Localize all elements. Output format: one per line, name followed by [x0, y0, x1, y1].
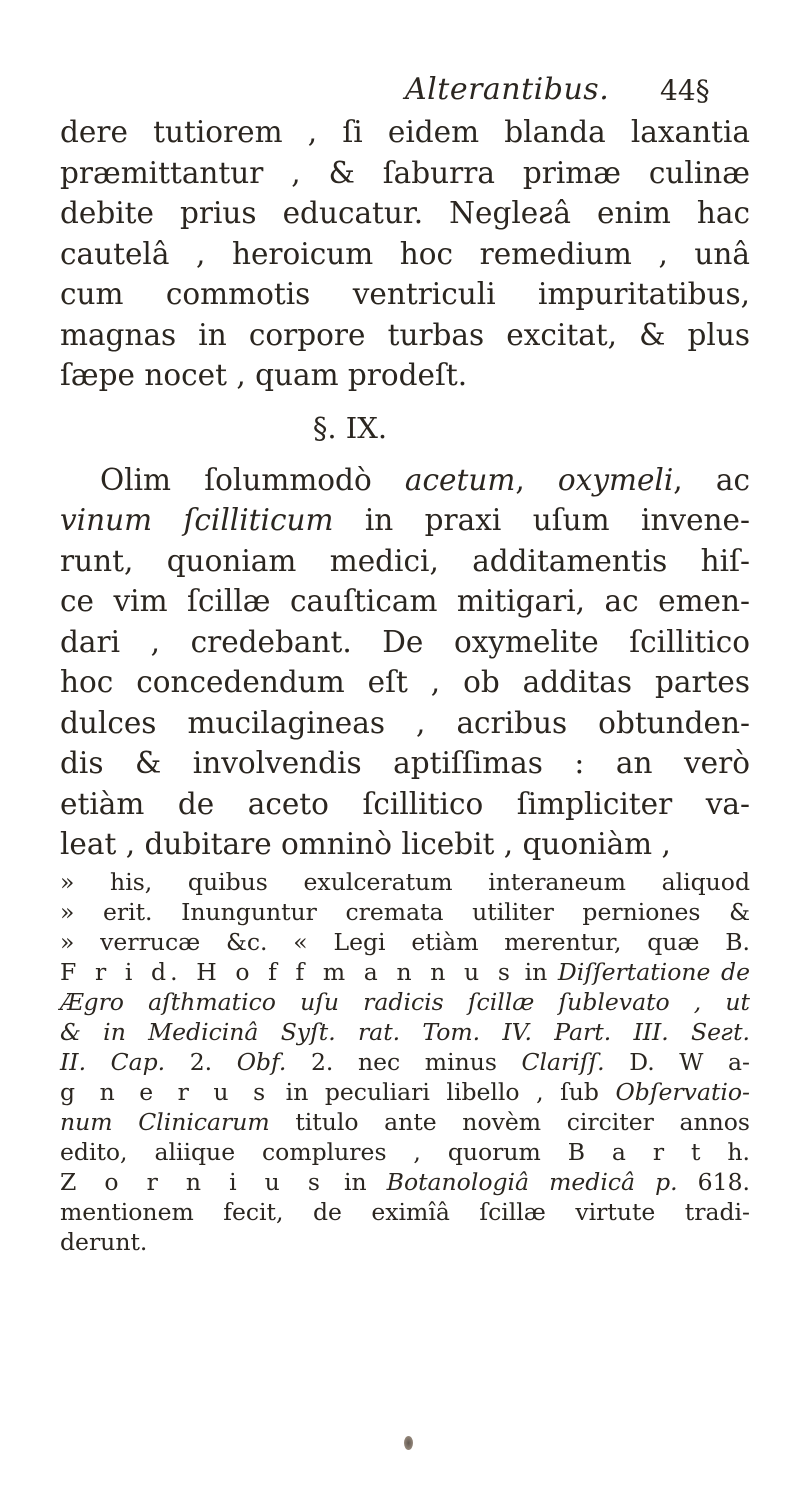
paragraph-2	[60, 460, 750, 865]
text-run: edito, aliique complures , quorum B a r t h.	[60, 1137, 750, 1166]
text-line	[60, 460, 750, 501]
text-line	[60, 1077, 750, 1107]
page-number: 44§	[660, 74, 710, 107]
italic-text: II. Cap.	[60, 1047, 166, 1076]
text-line	[60, 581, 750, 622]
section-heading: §. IX.	[312, 410, 388, 445]
text-run: » erit. Inunguntur cremata utiliter perniones &	[60, 897, 750, 926]
paragraph-1	[60, 112, 750, 396]
italic-text: Ægro aſthmatico uſu radicis ſcillæ ſublevato , ut	[60, 987, 750, 1016]
text-run: dis & involvendis aptiſſimas : an verò	[60, 746, 750, 780]
text-run: runt, quoniam medici, additamentis hiſ-	[60, 543, 750, 578]
italic-text: & in Medicinâ Syſt. rat. Tom. IV. Part. III. Seƨt.	[60, 1017, 750, 1046]
text-run: D. W a-	[604, 1047, 750, 1076]
italic-text: Botanologiâ medicâ p.	[386, 1167, 678, 1196]
text-line: debite prius educatur. Negleƨâ enim hac	[60, 196, 750, 230]
text-line	[60, 1047, 750, 1077]
text-line: dere tutiorem , ſi eidem blanda laxantia	[60, 115, 750, 149]
text-run: » verrucæ &c. « Legi etiàm merentur, quæ B.	[60, 927, 750, 956]
italic-text: Obſervatio-	[615, 1077, 750, 1106]
text-run: leat , dubitare omninò licebit , quoniàm ,	[60, 827, 671, 861]
text-run: dulces mucilagineas , acribus obtunden-	[60, 705, 750, 740]
text-run: Z o r n i u s	[60, 1167, 324, 1196]
text-run: ,	[515, 462, 558, 497]
text-line	[60, 867, 750, 897]
text-run: in	[323, 1167, 387, 1196]
text-line	[60, 784, 750, 825]
text-run: mentionem fecit, de eximîâ ſcillæ virtute tradi-	[60, 1197, 750, 1226]
text-run: derunt.	[60, 1227, 148, 1256]
text-line: cautelâ , heroicum hoc remedium , unâ	[60, 236, 750, 271]
text-line	[60, 1137, 750, 1167]
text-run: g n e r u s	[60, 1077, 270, 1106]
running-head: Alterantibus.	[405, 72, 610, 107]
text-run: » his, quibus exulceratum interaneum aliquod	[60, 867, 750, 896]
text-run: in praxi uſum invene-	[333, 503, 750, 537]
text-line	[60, 662, 750, 703]
text-run: in	[513, 957, 558, 986]
text-line	[60, 1167, 750, 1197]
text-line: cum commotis ventriculi impuritatibus,	[60, 277, 750, 311]
italic-text: acetum	[404, 462, 516, 497]
italic-text: Clariſſ.	[521, 1047, 605, 1076]
text-line	[60, 622, 750, 663]
text-line: magnas in corpore turbas excitat, & plus	[60, 317, 750, 352]
text-run: 618.	[677, 1167, 750, 1196]
text-run: hoc concedendum eſt , ob additas partes	[60, 665, 750, 699]
text-run: dari , credebant. De oxymelite ſcillitico	[60, 624, 750, 659]
text-run: in peculiari libello , ſub	[269, 1077, 616, 1106]
text-line	[60, 897, 750, 927]
ink-stain	[404, 1436, 413, 1450]
text-line	[60, 1197, 750, 1227]
italic-text: vinum ſcilliticum	[60, 503, 334, 537]
text-line	[60, 500, 750, 541]
italic-text: num Clinicarum	[60, 1107, 270, 1136]
text-line: præmittantur , & ſaburra primæ culinæ	[60, 155, 750, 190]
text-run: Olim ſolummodò	[100, 462, 405, 497]
text-run: 2. nec minus	[286, 1047, 522, 1076]
text-run: etiàm de aceto ſcillitico ſimpliciter va-	[60, 786, 750, 821]
text-line	[60, 824, 750, 865]
text-line	[60, 541, 750, 582]
italic-text: Diſſertatione de	[557, 957, 750, 986]
text-line: ſæpe nocet , quam prodeſt.	[60, 358, 468, 392]
quotation-block	[60, 867, 750, 1257]
text-run: ce vim ſcillæ cauſticam mitigari, ac emen-	[60, 584, 750, 618]
italic-text: Obf.	[236, 1047, 287, 1076]
text-line	[60, 1107, 750, 1137]
text-line	[60, 1227, 750, 1257]
text-line	[60, 927, 750, 957]
text-line	[60, 987, 750, 1017]
text-line	[60, 743, 750, 784]
italic-text: oxymeli	[557, 462, 674, 497]
body-text	[60, 112, 750, 1257]
text-run: 2.	[165, 1047, 237, 1076]
text-run: , ac	[673, 462, 750, 497]
text-line	[60, 1017, 750, 1047]
text-run: titulo ante novèm circiter annos	[269, 1107, 750, 1136]
text-run: F r i d. H o f f m a n n u s	[60, 957, 514, 986]
page-header	[60, 72, 760, 112]
text-line	[60, 957, 750, 987]
text-line	[60, 703, 750, 744]
